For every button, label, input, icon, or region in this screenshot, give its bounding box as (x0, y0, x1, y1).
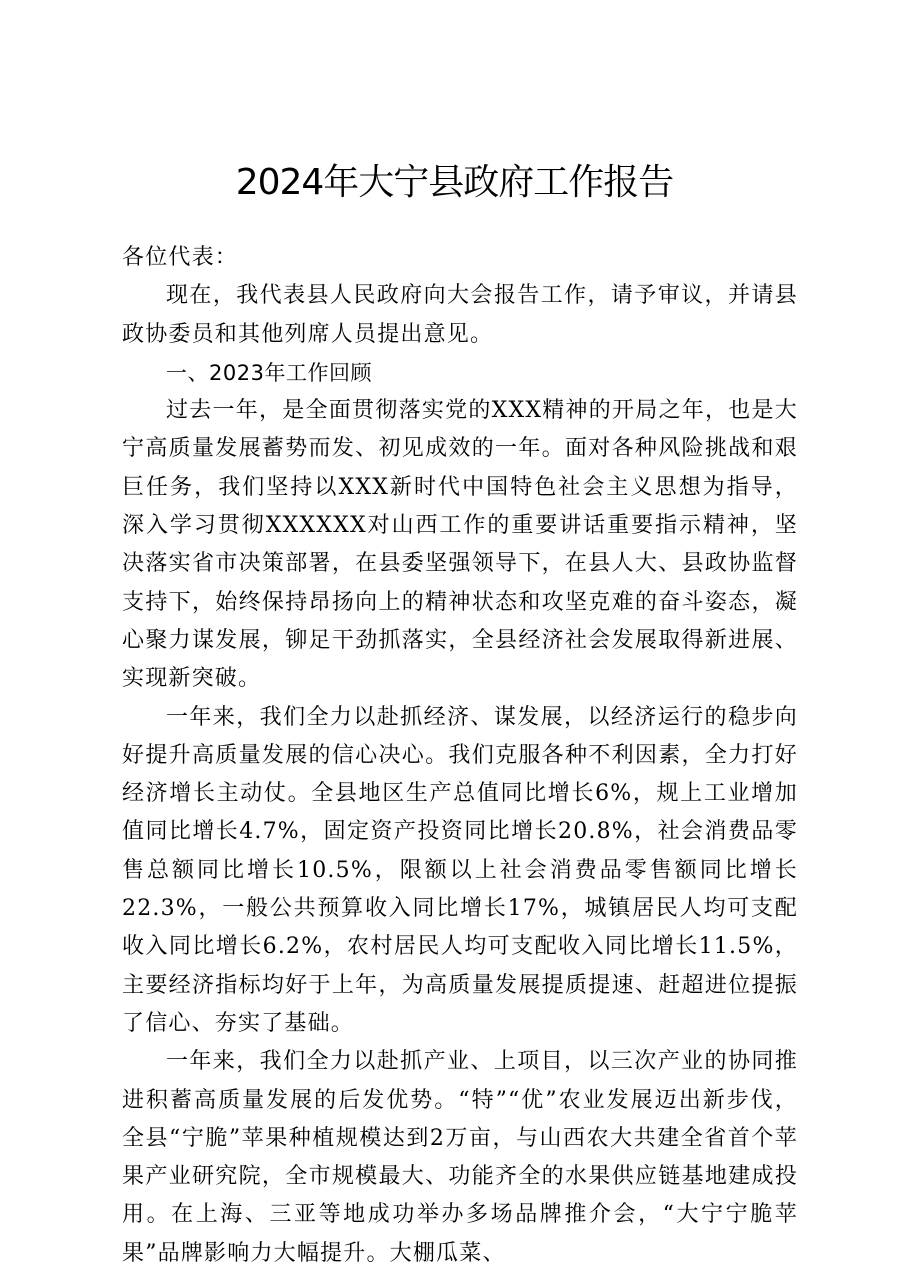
salutation: 各位代表： (122, 245, 239, 270)
document-title: 2024年大宁县政府工作报告 (235, 162, 674, 203)
body-paragraph: 一年来，我们全力以赴抓产业、上项目，以三次产业的协同推进积蓄高质量发展的后发优势。“特”“优”农业发展迈出新步伐，全县“宁脆”苹果种植规模达到2万亩，与山西农大共建全省首个苹果产业研究院，全市规模最大、功能齐全的水果供应链基地建成投用。在上海、三亚等地成功举办多场品牌推介会，“大宁宁脆苹果”品牌影响力大幅提升。大棚瓜菜、 (122, 1049, 798, 1266)
body-paragraph: 一年来，我们全力以赴抓经济、谋发展，以经济运行的稳步向好提升高质量发展的信心决心。我们克服各种不利因素，全力打好经济增长主动仗。全县地区生产总值同比增长6%，规上工业增加值同比增长4.7%，固定资产投资同比增长20.8%，社会消费品零售总额同比增长10.5%，限额以上社会消费品零售额同比增长22.3%，一般公共预算收入同比增长17%，城镇居民人均可支配收入同比增长6.2%，农村居民人均可支配收入同比增长11.5%，主要经济指标均好于上年，为高质量发展提质提速、赶超进位提振了信心、夯实了基础。 (122, 704, 798, 1036)
body-paragraph: 过去一年，是全面贯彻落实党的XXX精神的开局之年，也是大宁高质量发展蓄势而发、初见成效的一年。面对各种风险挑战和艰巨任务，我们坚持以XXX新时代中国特色社会主义思想为指导，深入学习贯彻XXXXXX对山西工作的重要讲话重要指示精神，坚决落实省市决策部署，在县委坚强领导下，在县人大、县政协监督支持下，始终保持昂扬向上的精神状态和攻坚克难的奋斗姿态，凝心聚力谋发展，铆足干劲抓落实，全县经济社会发展取得新进展、实现新突破。 (122, 398, 798, 692)
intro-paragraph: 现在，我代表县人民政府向大会报告工作，请予审议，并请县政协委员和其他列席人员提出意见。 (122, 283, 798, 347)
document-body (122, 239, 798, 1273)
section-heading: 一、2023年工作回顾 (166, 360, 372, 385)
